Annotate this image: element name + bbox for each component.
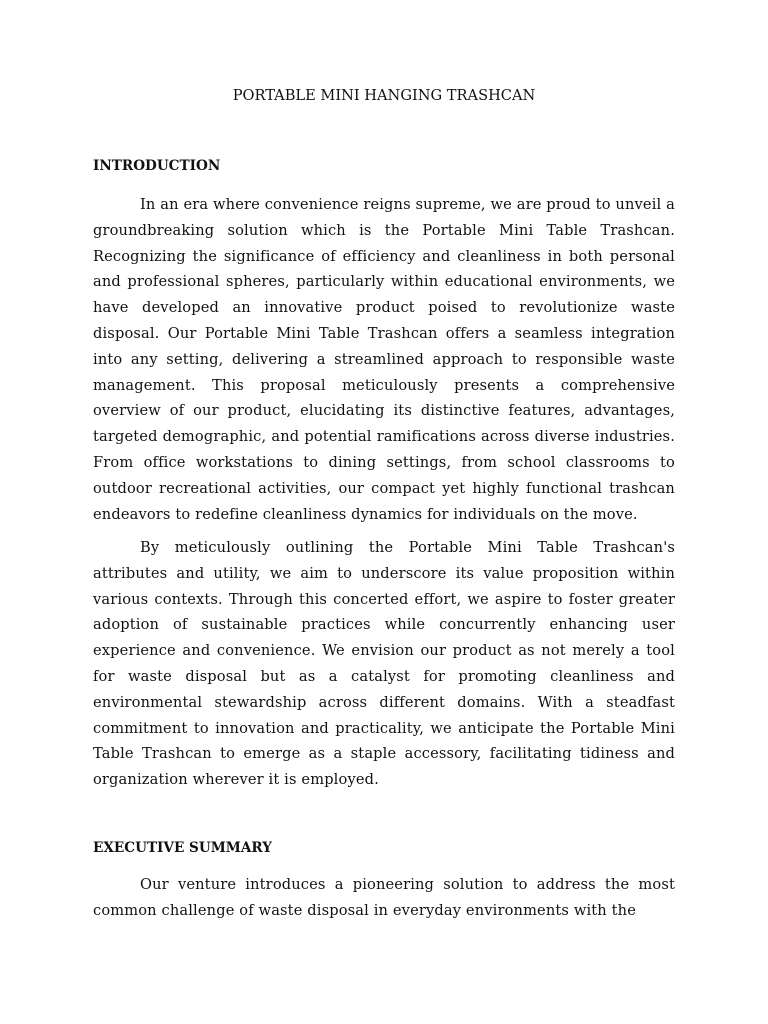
intro-paragraph-1: In an era where convenience reigns supreme, we are proud to unveil a groundbreaking solution which is the Portable Mini Table Trashcan. Recognizing the significance of efficiency and cleanliness in both personal and professional spheres, particularly within educational environments, we have developed an innovative product poised to revolutionize waste disposal. Our Portable Mini Table Trashcan offers a seamless integration into any setting, delivering a streamlined approach to responsible waste management. This proposal meticulously presents a comprehensive overview of our product, elucidating its distinctive features, advantages, targeted demographic, and potential ramifications across diverse industries. From office workstations to dining settings, from school classrooms to outdoor recreational activities, our compact yet highly functional trashcan endeavors to redefine cleanliness dynamics for individuals on the move. xyxy=(93,196,675,523)
document-title: PORTABLE MINI HANGING TRASHCAN xyxy=(232,87,536,104)
executive-summary-paragraph-1: Our venture introduces a pioneering solution to address the most common challenge of waste disposal in everyday environments with the xyxy=(93,876,675,919)
section-heading-executive-summary: EXECUTIVE SUMMARY xyxy=(93,840,272,856)
section-heading-introduction: INTRODUCTION xyxy=(93,158,221,174)
intro-paragraph-2: By meticulously outlining the Portable Mini Table Trashcan's attributes and utility, we aim to underscore its value proposition within various contexts. Through this concerted effort, we aspire to foster greater adoption of sustainable practices while concurrently enhancing user experience and convenience. We envision our product as not merely a tool for waste disposal but as a catalyst for promoting cleanliness and environmental stewardship across different domains. With a steadfast commitment to innovation and practicality, we anticipate the Portable Mini Table Trashcan to emerge as a staple accessory, facilitating tidiness and organization wherever it is employed. xyxy=(93,539,675,789)
